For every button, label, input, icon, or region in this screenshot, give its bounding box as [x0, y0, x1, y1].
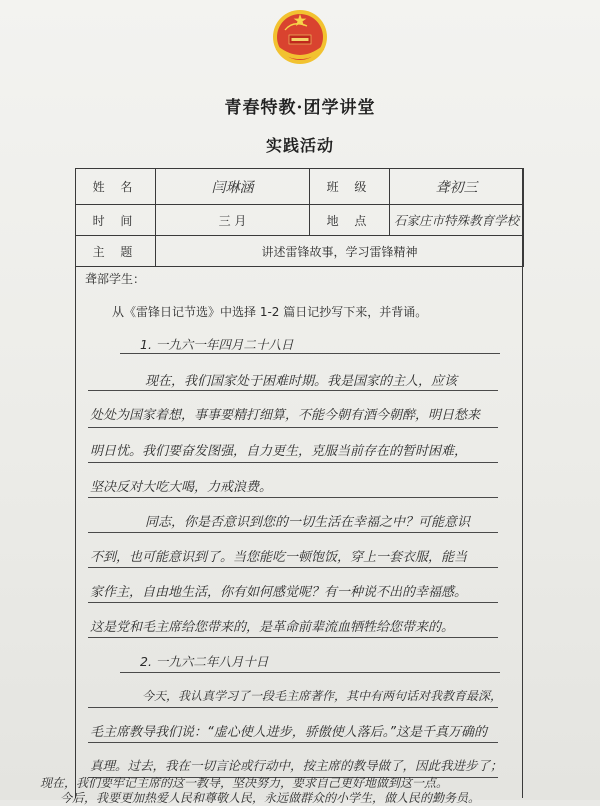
diary-line: 真理。过去，我在一切言论或行动中，按主席的教导做了，因此我进步了；	[90, 758, 503, 773]
youth-league-emblem-icon	[271, 8, 329, 66]
diary-line: 不到，也可能意识到了。当您能吃一顿饱饭，穿上一套衣服，能当	[90, 550, 468, 565]
ruled-line	[88, 707, 498, 708]
instruction-text: 从《雷锋日记节选》中选择 1-2 篇日记抄写下来，并背诵。	[112, 305, 428, 319]
class-label: 班 级	[310, 169, 390, 205]
ruled-line	[88, 497, 498, 498]
page-title: 青春特教·团学讲堂	[224, 98, 376, 118]
class-value: 聋初三	[390, 169, 524, 205]
ruled-line	[120, 353, 500, 354]
place-label: 地 点	[310, 205, 390, 236]
diary-line: 毛主席教导我们说：“虚心使人进步，骄傲使人落后。”这是千真万确的	[90, 725, 487, 740]
diary-line: 家作主，自由地生活，你有如何感觉呢？有一种说不出的幸福感。	[90, 585, 468, 600]
ruled-line	[88, 602, 498, 603]
ruled-line	[88, 427, 498, 428]
ruled-line	[88, 390, 498, 391]
ruled-line	[88, 532, 498, 533]
name-value: 闫琳涵	[156, 169, 310, 205]
diary-line: 明日忧。我们要奋发图强，自力更生，克服当前存在的暂时困难，	[90, 444, 468, 459]
diary-overflow-line: 今后，我要更加热爱人民和尊敬人民，永远做群众的小学生，做人民的勤务员。	[60, 791, 481, 805]
info-table	[75, 168, 524, 267]
time-label: 时 间	[76, 205, 156, 236]
diary-line: 现在，我们国家处于困难时期。我是国家的主人，应该	[145, 374, 458, 389]
ruled-line	[88, 742, 498, 743]
topic-label: 主 题	[76, 236, 156, 267]
diary-date-2: 2. 一九六二年八月十日	[140, 654, 269, 669]
diary-line: 这是党和毛主席给您带来的，是革命前辈流血牺牲给您带来的。	[90, 620, 455, 635]
diary-date-1: 1. 一九六一年四月二十八日	[140, 337, 294, 352]
diary-overflow-line: 现在，我们要牢记主席的这一教导，坚决努力，要求自己更好地做到这一点。	[40, 776, 449, 790]
time-value: 三 月	[156, 205, 310, 236]
diary-line: 同志，你是否意识到您的一切生活在幸福之中？可能意识	[145, 515, 471, 530]
diary-line: 今天，我认真学习了一段毛主席著作，其中有两句话对我教育最深，	[142, 689, 503, 703]
ruled-line	[88, 462, 498, 463]
page-subtitle: 实践活动	[265, 136, 334, 155]
place-value: 石家庄市特殊教育学校	[390, 205, 524, 236]
ruled-line	[88, 637, 498, 638]
intro-text: 聋部学生：	[85, 272, 146, 286]
ruled-line	[120, 672, 500, 673]
topic-value: 讲述雷锋故事，学习雷锋精神	[156, 236, 524, 267]
diary-line: 坚决反对大吃大喝，力戒浪费。	[90, 480, 273, 495]
ruled-line	[88, 567, 498, 568]
name-label: 姓 名	[76, 169, 156, 205]
diary-line: 处处为国家着想，事事要精打细算，不能今朝有酒今朝醉，明日愁来	[90, 408, 481, 423]
